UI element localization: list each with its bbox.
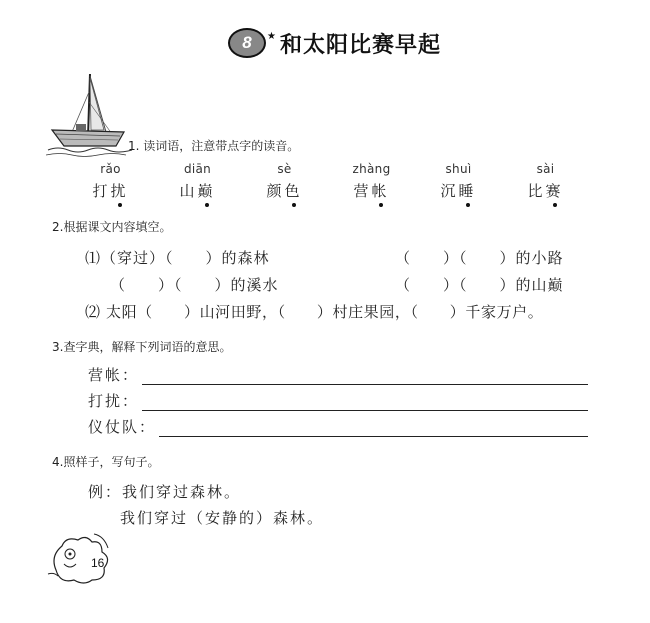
q2-line3: ⑵ 太阳（ ）山河田野，（ ）村庄果园，（ ）千家万户。: [85, 303, 544, 321]
q4-prompt: 4.照样子，写句子。: [52, 455, 160, 469]
dotted-char: 睡: [458, 182, 477, 200]
dotted-char: 扰: [110, 182, 129, 200]
answer-line[interactable]: [159, 422, 588, 437]
q3-prompt: 3.查字典，解释下列词语的意思。: [52, 340, 232, 354]
sailboat-illustration: [46, 72, 134, 158]
q2-line1-right: （ ）（ ）的小路: [395, 249, 564, 267]
term-label: 仪仗队：: [88, 418, 157, 436]
q2-line1-left: ⑴（穿过）（ ）的森林: [85, 249, 270, 267]
dotted-char: 赛: [545, 182, 564, 200]
pinyin: shuì: [445, 162, 472, 176]
vocab-word: 沉睡: [440, 182, 477, 200]
lesson-title-bar: [228, 26, 441, 60]
q2-prompt: 2.根据课文内容填空。: [52, 220, 172, 234]
vocab-word: 营帐: [353, 182, 390, 200]
dotted-char: 色: [284, 182, 303, 200]
pinyin: zhàng: [352, 162, 391, 176]
q1-word-list: [67, 162, 589, 201]
dotted-char: 巅: [197, 182, 216, 200]
example-sentence-2: 我们穿过（安静的）森林。: [120, 509, 325, 527]
q2-line2-left: （ ）（ ）的溪水: [110, 276, 279, 294]
vocab-word: 打扰: [92, 182, 129, 200]
vocab-word: 山巅: [179, 182, 216, 200]
example-label: 例：: [88, 483, 123, 501]
definition-row: [88, 364, 588, 385]
q1-prompt: 1. 读词语，注意带点字的读音。: [128, 139, 300, 153]
pinyin: diān: [183, 162, 212, 176]
term-label: 打扰：: [88, 392, 140, 410]
pinyin: sè: [277, 162, 292, 176]
lesson-number-badge: 8: [228, 28, 266, 58]
term-label: 营帐：: [88, 366, 140, 384]
vocab-word: 比赛: [527, 182, 564, 200]
answer-line[interactable]: [142, 396, 588, 411]
pinyin: sài: [536, 162, 555, 176]
answer-line[interactable]: [142, 370, 588, 385]
example-sentence-1: 例：我们穿过森林。: [88, 483, 242, 501]
definition-row: [88, 390, 588, 411]
vocab-word: 颜色: [266, 182, 303, 200]
star-icon: ★: [267, 30, 276, 42]
q2-line2-right: （ ）（ ）的山巅: [395, 276, 564, 294]
dotted-char: 帐: [371, 182, 390, 200]
pinyin: rǎo: [100, 162, 121, 176]
page-title: 和太阳比赛早起: [279, 31, 441, 58]
definition-row: [88, 416, 588, 437]
page-number: 16: [91, 556, 105, 570]
